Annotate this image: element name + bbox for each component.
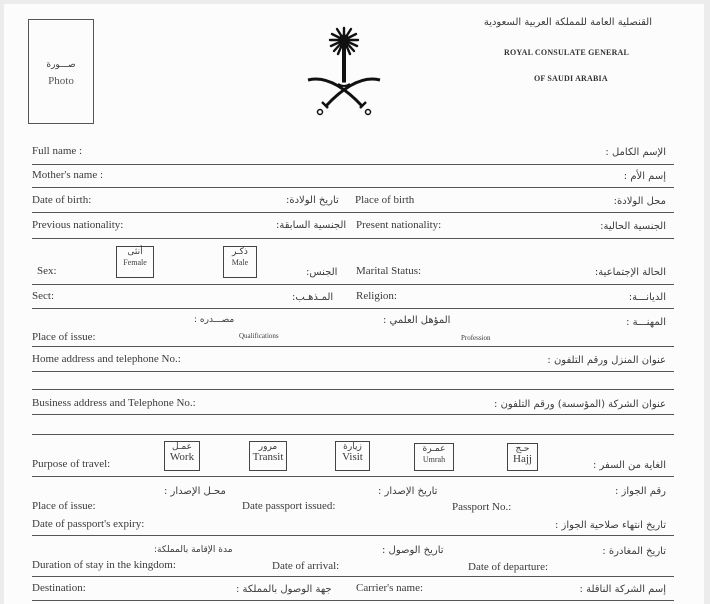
present-nationality-label: Present nationality: (356, 219, 442, 231)
place-of-birth-label-ar: محل الولادة: (613, 196, 666, 207)
photo-box[interactable] (28, 19, 94, 124)
visit-label-ar: زيارة (343, 442, 362, 452)
profession-label: Profession (461, 334, 491, 342)
sex-marital-input-line[interactable] (32, 284, 674, 285)
consulate-title-en-line2: OF SAUDI ARABIA (534, 74, 608, 83)
date-of-birth-label: Date of birth: (32, 194, 92, 206)
date-of-arrival-label-ar: تاريخ الوصول : (382, 545, 444, 556)
umrah-label-en: Umrah (422, 455, 446, 464)
previous-nationality-label-ar: الجنسية السابقة: (276, 220, 347, 231)
marital-status-label: Marital Status: (356, 265, 422, 277)
mother-name-label-ar: إسم الأم : (623, 171, 666, 182)
transit-label-en: Transit (252, 451, 284, 463)
male-label-ar: ذكـر (232, 247, 248, 257)
transit-label-ar: مرور (258, 442, 278, 452)
place-of-issue-label: Place of issue: (32, 331, 96, 343)
male-label-en: Male (231, 258, 249, 267)
sex-label-ar: الجنس: (306, 267, 338, 278)
sex-option-male[interactable] (223, 246, 257, 278)
sect-label-ar: المـذهـب: (292, 292, 334, 303)
carrier-name-label: Carrier's name: (356, 582, 424, 594)
sex-label: Sex: (37, 265, 57, 277)
business-address-input-line[interactable] (32, 414, 674, 415)
passport-no-label-ar: رقم الجواز : (614, 486, 666, 497)
full-name-input-line[interactable] (32, 164, 674, 165)
duration-of-stay-label-ar: مدة الإقامة بالمملكة: (154, 545, 233, 555)
date-of-departure-label: Date of departure: (468, 561, 549, 573)
home-address-input-line[interactable] (32, 371, 674, 372)
home-address-label-ar: عنوان المنزل ورقم التلفون : (547, 355, 666, 366)
purpose-of-travel-label: Purpose of travel: (32, 458, 111, 470)
purpose-of-travel-label-ar: الغاية من السفر : (592, 460, 666, 471)
stay-input-line[interactable] (32, 576, 674, 577)
mother-name-label: Mother's name : (32, 169, 104, 181)
visa-application-form (4, 4, 704, 604)
photo-label-ar: صـــورة (46, 60, 76, 70)
religion-label: Religion: (356, 290, 397, 302)
visit-label-en: Visit (342, 451, 363, 463)
destination-label: Destination: (32, 582, 86, 594)
carrier-name-label-ar: إسم الشركة الناقلة : (579, 584, 666, 595)
business-address-input-line-2[interactable] (32, 434, 674, 435)
saudi-emblem-icon (304, 26, 384, 118)
female-label-ar: أنثى (127, 247, 143, 257)
passport-no-label: Passport No.: (452, 501, 512, 513)
business-address-label-ar: عنوان الشركة (المؤسسة) ورقم التلفون : (494, 399, 666, 410)
marital-status-label-ar: الحالة الإجتماعية: (594, 267, 666, 278)
business-address-label: Business address and Telephone No.: (32, 397, 196, 409)
qualifications-label: Qualifications (239, 332, 279, 340)
full-name-label: Full name : (32, 145, 83, 157)
photo-label-en: Photo (48, 75, 74, 87)
consulate-title-ar: القنصلية العامة للمملكة العربية السعودية (483, 17, 652, 28)
date-of-arrival-label: Date of arrival: (272, 560, 340, 572)
religion-label-ar: الديانـــة: (628, 292, 666, 303)
work-label-ar: عمـل (171, 442, 193, 452)
profession-label-ar: المهنـــة : (626, 317, 666, 328)
previous-nationality-label: Previous nationality: (32, 219, 124, 231)
destination-carrier-input-line[interactable] (32, 600, 674, 601)
purpose-option-hajj[interactable] (507, 443, 538, 471)
passport-expiry-label: Date of passport's expiry: (32, 518, 145, 530)
mother-name-input-line[interactable] (32, 187, 674, 188)
purpose-input-line[interactable] (32, 476, 674, 477)
present-nationality-label-ar: الجنسية الحالية: (600, 221, 666, 232)
passport-place-of-issue-label: Place of issue: (32, 500, 96, 512)
purpose-option-work[interactable] (164, 441, 200, 471)
home-address-label: Home address and telephone No.: (32, 353, 181, 365)
passport-place-of-issue-label-ar: محـل الإصدار : (164, 486, 226, 497)
full-name-label-ar: الإسم الكامل : (605, 147, 666, 158)
sect-religion-input-line[interactable] (32, 308, 674, 309)
purpose-option-visit[interactable] (335, 441, 370, 471)
purpose-option-umrah[interactable] (414, 443, 454, 471)
place-of-issue-label-ar: مصـــدره : (194, 315, 235, 325)
destination-label-ar: جهة الوصول بالمملكة : (236, 584, 332, 595)
passport-expiry-input-line[interactable] (32, 535, 674, 536)
duration-of-stay-label: Duration of stay in the kingdom: (32, 559, 176, 571)
purpose-option-transit[interactable] (249, 441, 287, 471)
birth-input-line[interactable] (32, 212, 674, 213)
issue-qualification-input-line[interactable] (32, 346, 674, 347)
work-label-en: Work (169, 451, 195, 463)
date-of-departure-label-ar: تاريخ المغادرة : (602, 546, 666, 557)
umrah-label-ar: عمـرة (422, 444, 446, 454)
sex-option-female[interactable] (116, 246, 154, 278)
sect-label: Sect: (32, 290, 54, 302)
passport-expiry-label-ar: تاريخ انتهاء صلاحية الجواز : (555, 520, 666, 531)
qualifications-label-ar: المؤهل العلمي : (383, 315, 451, 326)
hajj-label-ar: حـج (515, 444, 530, 454)
nationality-input-line[interactable] (32, 238, 674, 239)
date-of-birth-label-ar: تاريخ الولادة: (286, 195, 339, 206)
consulate-title-en-line1: ROYAL CONSULATE GENERAL (504, 48, 630, 57)
date-passport-issued-label: Date passport issued: (242, 500, 336, 512)
hajj-label-en: Hajj (513, 453, 532, 465)
place-of-birth-label: Place of birth (355, 194, 415, 206)
home-address-input-line-2[interactable] (32, 389, 674, 390)
date-passport-issued-label-ar: تاريخ الإصدار : (378, 486, 438, 497)
female-label-en: Female (123, 258, 147, 267)
